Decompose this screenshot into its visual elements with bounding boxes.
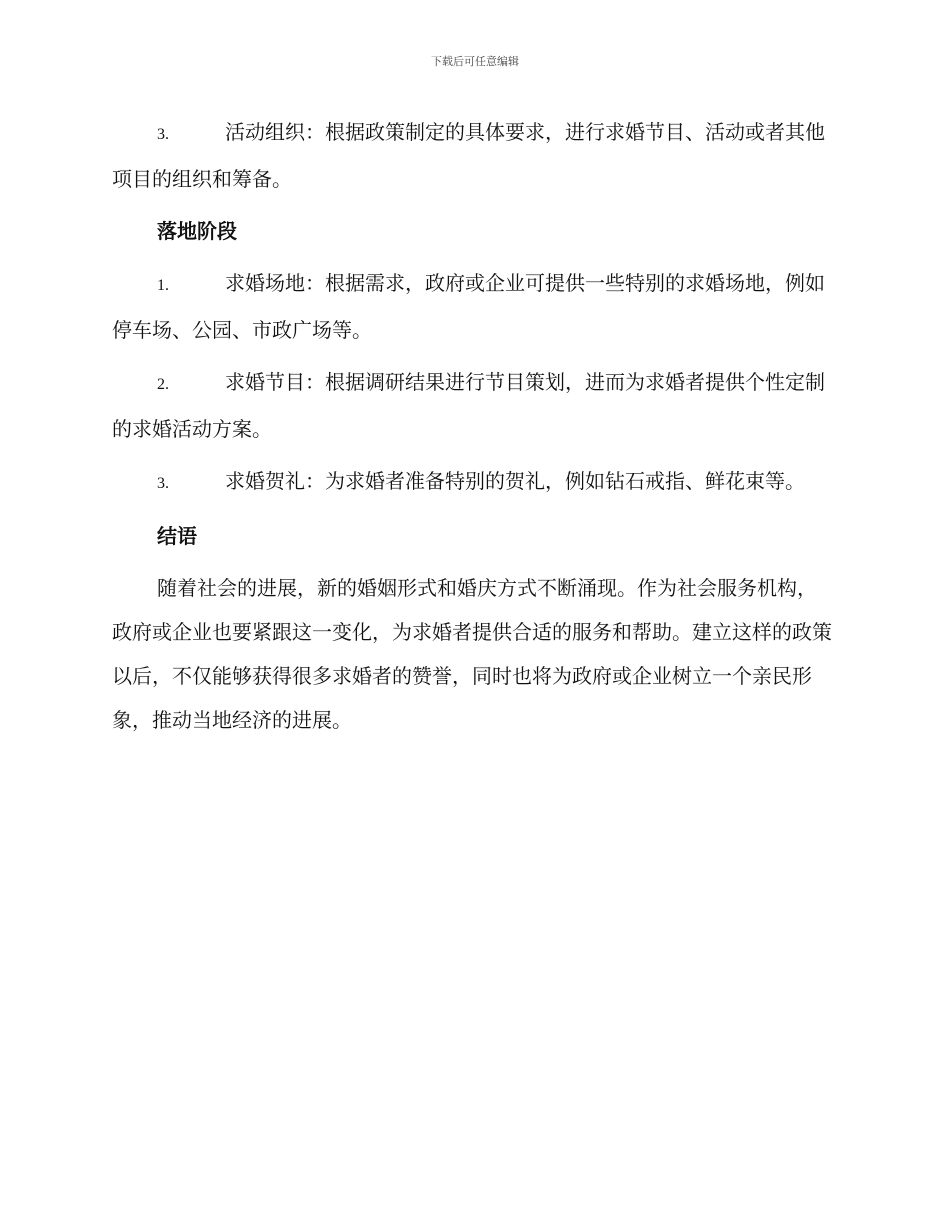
section-heading-landing: 落地阶段: [157, 219, 237, 243]
list-number: 1.: [157, 277, 169, 294]
list-text: 求婚场地：根据需求，政府或企业可提供一些特别的求婚场地，例如停车场、公园、市政广场等。: [112, 271, 825, 342]
section-heading-conclusion: 结语: [157, 524, 197, 548]
list-item: [112, 360, 836, 451]
page-header: 下载后可任意编辑: [431, 55, 519, 68]
list-text: 活动组织：根据政策制定的具体要求，进行求婚节目、活动或者其他项目的组织和筹备。: [112, 120, 825, 191]
list-text: 求婚节目：根据调研结果进行节目策划，进而为求婚者提供个性定制的求婚活动方案。: [112, 370, 825, 441]
list-item: [112, 261, 836, 352]
list-item: [112, 110, 836, 201]
list-number: 2.: [157, 376, 169, 393]
document-body: [112, 110, 836, 742]
list-number: 3.: [157, 475, 169, 492]
list-text: 求婚贺礼：为求婚者准备特别的贺礼，例如钻石戒指、鲜花束等。: [225, 469, 805, 493]
conclusion-paragraph: 随着社会的进展，新的婚姻形式和婚庆方式不断涌现。作为社会服务机构，政府或企业也要紧跟这一变化，为求婚者提供合适的服务和帮助。建立这样的政策以后，不仅能够获得很多求婚者的赞誉，同时也将为政府或企业树立一个亲民形象，推动当地经济的进展。: [112, 576, 832, 732]
list-item: [112, 459, 836, 506]
list-number: 3.: [157, 126, 169, 143]
